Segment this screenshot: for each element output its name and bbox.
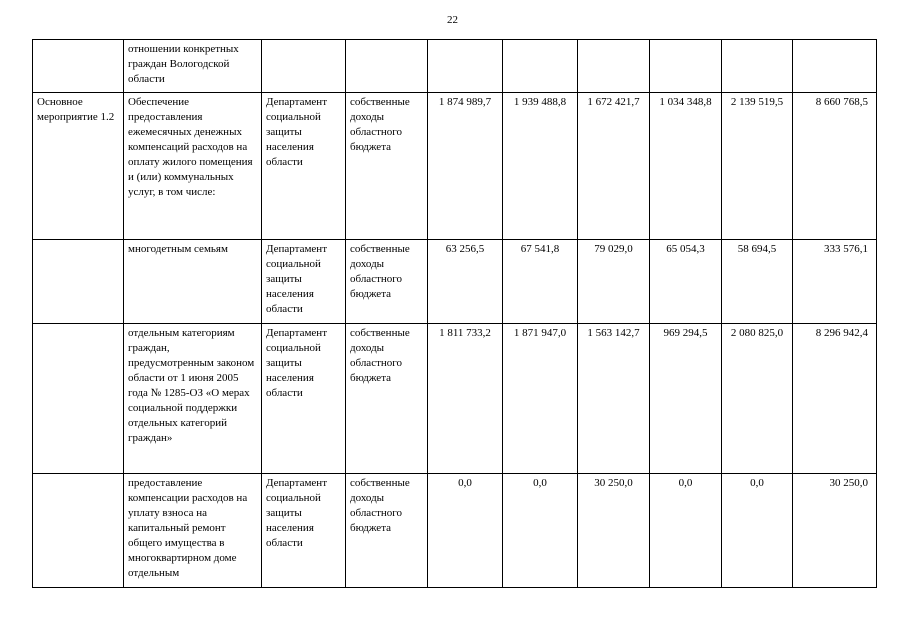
amount-cell-5: 0,0 xyxy=(722,474,793,588)
funding-source-cell: собственные доходы областного бюджета xyxy=(346,324,428,474)
activity-name-cell: предоставление компенсации расходов на уплату взноса на капитальный ремонт общего имущества в многоквартирном доме отдельным xyxy=(124,474,262,588)
amount-cell-2: 67 541,8 xyxy=(503,240,578,324)
amount-cell-1: 1 874 989,7 xyxy=(428,93,503,240)
table-row xyxy=(33,474,877,588)
table-row xyxy=(33,240,877,324)
table-row xyxy=(33,40,877,93)
executor-cell: Департамент социальной защиты населения области xyxy=(262,324,346,474)
activity-code-cell xyxy=(33,40,124,93)
amount-cell-5 xyxy=(722,40,793,93)
executor-cell: Департамент социальной защиты населения области xyxy=(262,93,346,240)
activity-code-cell xyxy=(33,474,124,588)
activity-name-cell: многодетным семьям xyxy=(124,240,262,324)
amount-cell-4: 0,0 xyxy=(650,474,722,588)
amount-cell-2 xyxy=(503,40,578,93)
amount-cell-5: 2 139 519,5 xyxy=(722,93,793,240)
program-activities-table xyxy=(32,39,877,588)
activity-name-cell: отношении конкретных граждан Вологодской области xyxy=(124,40,262,93)
activity-code-cell xyxy=(33,324,124,474)
funding-source-cell: собственные доходы областного бюджета xyxy=(346,240,428,324)
amount-cell-1: 0,0 xyxy=(428,474,503,588)
amount-cell-1: 63 256,5 xyxy=(428,240,503,324)
funding-source-cell xyxy=(346,40,428,93)
amount-total-cell: 8 660 768,5 xyxy=(793,93,877,240)
amount-cell-1: 1 811 733,2 xyxy=(428,324,503,474)
activity-name-cell: отдельным категориям граждан, предусмотренным законом области от 1 июня 2005 года № 1285-ОЗ «О мерах социальной поддержки отдельных категорий граждан» xyxy=(124,324,262,474)
amount-cell-3: 1 563 142,7 xyxy=(578,324,650,474)
amount-cell-1 xyxy=(428,40,503,93)
funding-source-cell: собственные доходы областного бюджета xyxy=(346,474,428,588)
table-row xyxy=(33,93,877,240)
activity-code-cell: Основное мероприятие 1.2 xyxy=(33,93,124,240)
activity-code-cell xyxy=(33,240,124,324)
amount-total-cell: 333 576,1 xyxy=(793,240,877,324)
page-number: 22 xyxy=(447,14,458,26)
amount-cell-3: 1 672 421,7 xyxy=(578,93,650,240)
amount-cell-3 xyxy=(578,40,650,93)
table-row xyxy=(33,324,877,474)
amount-total-cell: 8 296 942,4 xyxy=(793,324,877,474)
amount-cell-4: 969 294,5 xyxy=(650,324,722,474)
amount-cell-4: 65 054,3 xyxy=(650,240,722,324)
executor-cell: Департамент социальной защиты населения области xyxy=(262,474,346,588)
amount-cell-2: 1 939 488,8 xyxy=(503,93,578,240)
amount-cell-4: 1 034 348,8 xyxy=(650,93,722,240)
amount-total-cell xyxy=(793,40,877,93)
activity-name-cell: Обеспечение предоставления ежемесячных денежных компенсаций расходов на оплату жилого помещения и (или) коммунальных услуг, в том числе: xyxy=(124,93,262,240)
executor-cell xyxy=(262,40,346,93)
amount-cell-3: 79 029,0 xyxy=(578,240,650,324)
funding-source-cell: собственные доходы областного бюджета xyxy=(346,93,428,240)
amount-cell-2: 0,0 xyxy=(503,474,578,588)
amount-cell-2: 1 871 947,0 xyxy=(503,324,578,474)
amount-cell-5: 2 080 825,0 xyxy=(722,324,793,474)
amount-total-cell: 30 250,0 xyxy=(793,474,877,588)
amount-cell-4 xyxy=(650,40,722,93)
amount-cell-3: 30 250,0 xyxy=(578,474,650,588)
amount-cell-5: 58 694,5 xyxy=(722,240,793,324)
executor-cell: Департамент социальной защиты населения области xyxy=(262,240,346,324)
